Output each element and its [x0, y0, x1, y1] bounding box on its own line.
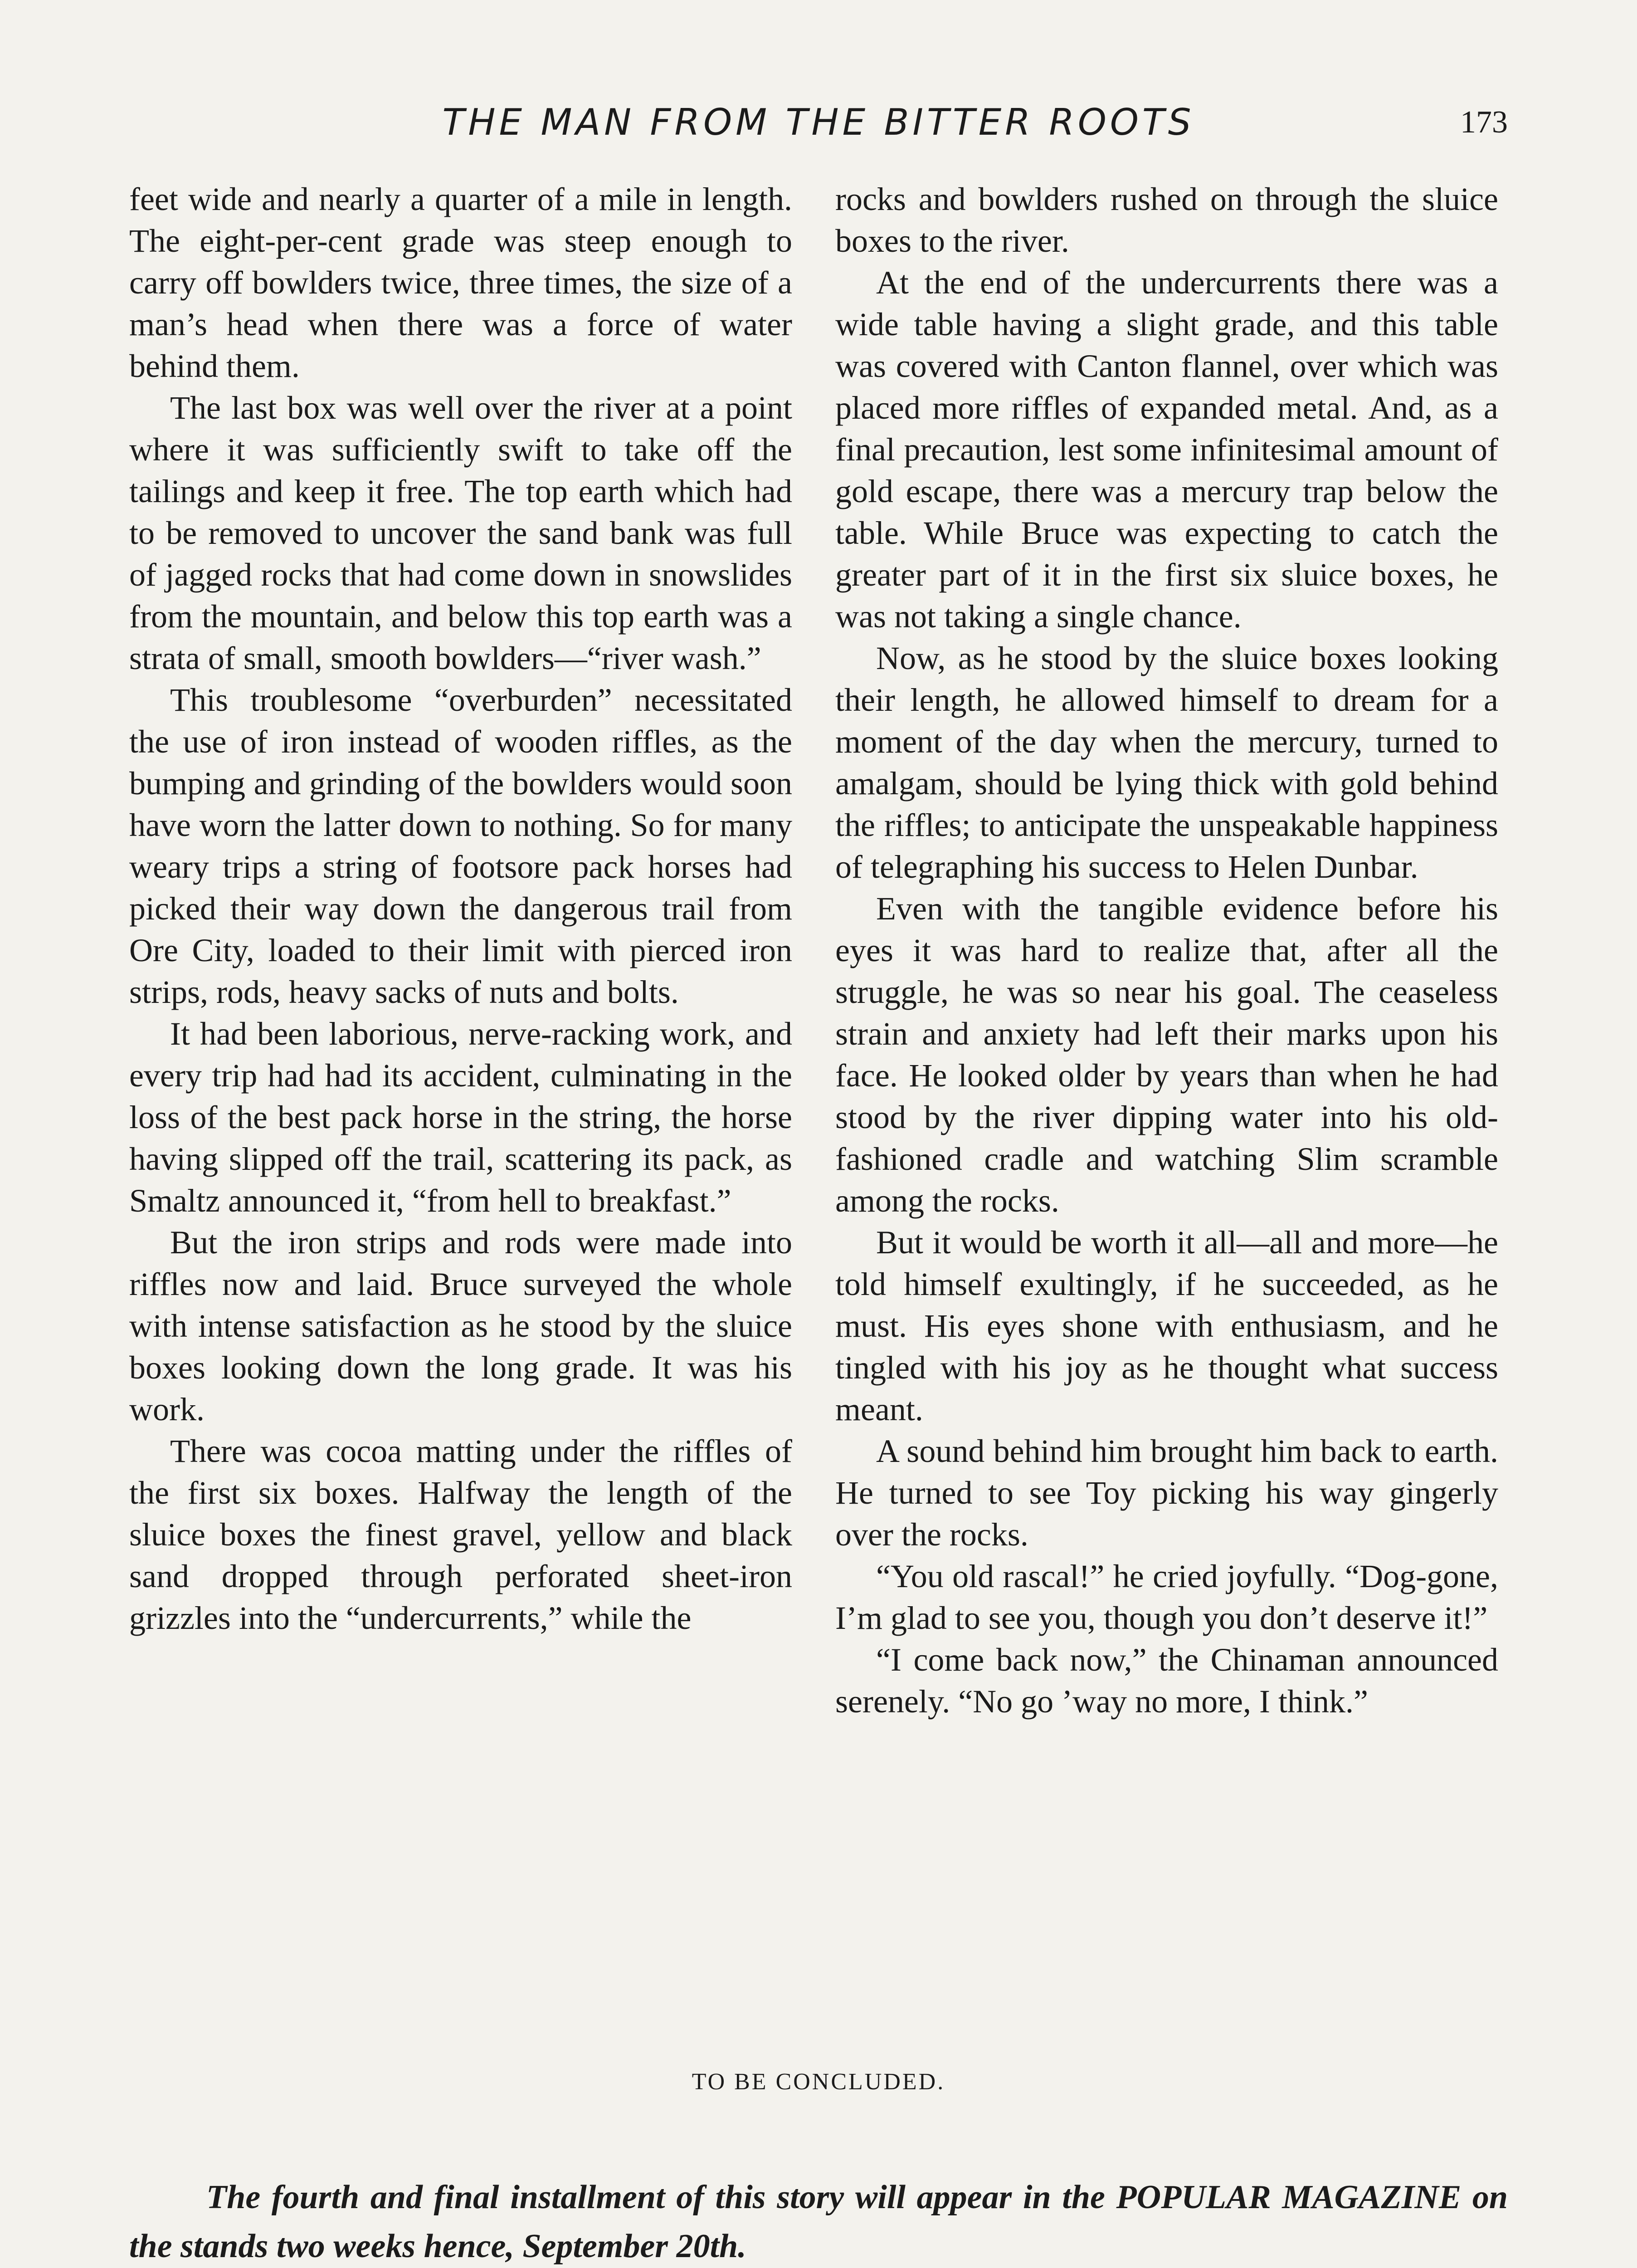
- paragraph: The last box was well over the river at a point where it was sufficiently swift to take off the tailings and keep it free. The top earth which had to be removed to uncover the sand bank was full of jagged rocks that had come down in snowslides from the mountain, and below this top earth was a strata of small, smooth bowlders—“river wash.”: [129, 390, 792, 676]
- installment-footnote: The fourth and final installment of this story will appear in the POPULAR MAGAZINE on the stands two weeks hence, September 20th.: [129, 2179, 1508, 2265]
- to-be-concluded-notice: TO BE CONCLUDED.: [692, 2069, 945, 2095]
- paragraph: At the end of the undercurrents there was a wide table having a slight grade, and this table was covered with Canton flannel, over which was placed more riffles of expanded metal. And, as a final precaution, lest some infinitesimal amount of gold escape, there was a mercury trap below the table. While Bruce was expecting to catch the greater part of it in the first six sluice boxes, he was not taking a single chance.: [835, 264, 1498, 635]
- paragraph: feet wide and nearly a quarter of a mile in length. The eight-per-cent grade was steep enough to carry off bowlders twice, three times, the size of a man’s head when there was a force of water behind them.: [129, 181, 792, 384]
- paragraph: Even with the tangible evidence before his eyes it was hard to realize that, after all the struggle, he was so near his goal. The ceaseless strain and anxiety had left their marks upon his face. He looked older by years than when he had stood by the river dipping water into his old-fashioned cradle and watching Slim scramble among the rocks.: [835, 890, 1498, 1219]
- paragraph: rocks and bowlders rushed on through the sluice boxes to the river.: [835, 181, 1498, 259]
- running-head: [129, 98, 1508, 147]
- paragraph: But the iron strips and rods were made into riffles now and laid. Bruce surveyed the whole with intense satisfaction as he stood by the sluice boxes looking down the long grade. It was his work.: [129, 1224, 792, 1427]
- paragraph: Now, as he stood by the sluice boxes looking their length, he allowed himself to dream for a moment of the day when the mercury, turned to amalgam, should be lying thick with gold behind the riffles; to anticipate the unspeakable happiness of telegraphing his success to Helen Dunbar.: [835, 640, 1498, 885]
- paragraph: “I come back now,” the Chinaman announced serenely. “No go ’way no more, I think.”: [835, 1642, 1498, 1720]
- paragraph: But it would be worth it all—all and more—he told himself exultingly, if he succeeded, as he must. His eyes shone with enthusiasm, and he tingled with his joy as he thought what success meant.: [835, 1224, 1498, 1427]
- left-column: [129, 178, 792, 1639]
- paragraph: A sound behind him brought him back to earth. He turned to see Toy picking his way gingerly over the rocks.: [835, 1433, 1498, 1553]
- right-column: [835, 178, 1498, 1722]
- paragraph: This troublesome “overburden” necessitated the use of iron instead of wooden riffles, as the bumping and grinding of the bowlders would soon have worn the latter down to nothing. So for many weary trips a string of footsore pack horses had picked their way down the dangerous trail from Ore City, loaded to their limit with pierced iron strips, rods, heavy sacks of nuts and bolts.: [129, 682, 792, 1010]
- paragraph: There was cocoa matting under the riffles of the first six boxes. Halfway the length of the sluice boxes the finest gravel, yellow and black sand dropped through perforated sheet-iron grizzles into the “undercurrents,” while the: [129, 1433, 792, 1636]
- paragraph: It had been laborious, nerve-racking work, and every trip had had its accident, culminating in the loss of the best pack horse in the string, the horse having slipped off the trail, scattering its pack, as Smaltz announced it, “from hell to breakfast.”: [129, 1016, 792, 1219]
- paragraph: “You old rascal!” he cried joyfully. “Dog-gone, I’m glad to see you, though you don’t deserve it!”: [835, 1558, 1498, 1636]
- page-number: 173: [1460, 105, 1508, 140]
- running-title: THE MAN FROM THE BITTER ROOTS: [442, 101, 1195, 143]
